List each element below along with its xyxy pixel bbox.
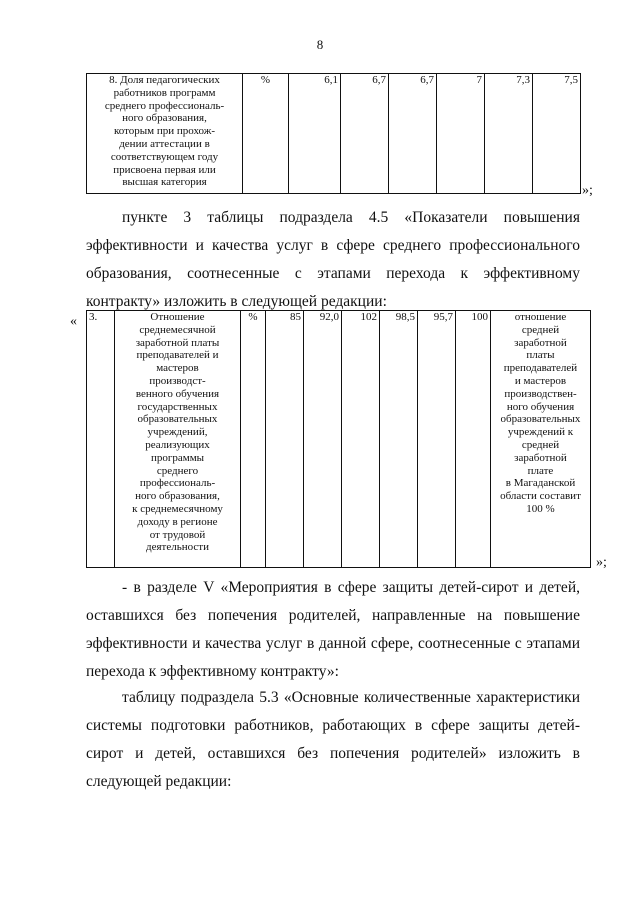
result-cell: отношение средней заработной платы преподавателей и мастеров производствен- ного обучения образовательных учреждений к средней заработной плате в Магаданской области составит 100 % xyxy=(491,311,591,568)
value-cell: 6,7 xyxy=(389,74,437,194)
indicator-table-1 xyxy=(86,73,581,194)
value-cell: 92,0 xyxy=(304,311,342,568)
value-cell: 102 xyxy=(342,311,380,568)
value-cell: 7,3 xyxy=(485,74,533,194)
value-cell: 6,1 xyxy=(289,74,341,194)
value-cell: 98,5 xyxy=(380,311,418,568)
table2-closing-quote: »; xyxy=(596,555,607,570)
indicator-table-2 xyxy=(86,310,591,568)
table-row xyxy=(87,74,581,194)
value-cell: 85 xyxy=(266,311,304,568)
indicator-name-cell: 8. Доля педагогических работников программ среднего профессиональ- ного образования, которым при прохож- дении аттестации в соответствующем году присвоена первая или высшая категория xyxy=(87,74,243,194)
value-cell: 95,7 xyxy=(418,311,456,568)
table-row xyxy=(87,311,591,568)
amendment-paragraph-2: - в разделе V «Мероприятия в сфере защиты детей-сирот и детей, оставшихся без попечения родителей, направленные на повышение эффективности и качества услуг в данной сфере, соотнесенные с этапами перехода к эффективному контракту»: xyxy=(86,579,580,680)
page-number: 8 xyxy=(316,37,324,52)
indicator-name-cell: Отношение среднемесячной заработной платы преподавателей и мастеров производст- венного обучения государственных образовательных учреждений, реализующих программы среднего профессиональ- ного образования, к среднемесячному доходу в регионе от трудовой деятельности xyxy=(115,311,241,568)
unit-cell: % xyxy=(243,74,289,194)
amendment-paragraph-3: таблицу подраздела 5.3 «Основные количественные характеристики системы подготовки работников, работающих в сфере защиты детей-сирот и детей, оставшихся без попечения родителей» изложить в следующей редакции: xyxy=(86,689,580,790)
value-cell: 7 xyxy=(437,74,485,194)
value-cell: 100 xyxy=(456,311,491,568)
table1-closing-quote: »; xyxy=(582,183,593,198)
unit-cell: % xyxy=(241,311,266,568)
table2-opening-quote: « xyxy=(70,314,77,329)
row-number-cell: 3. xyxy=(87,311,115,568)
amendment-paragraph-1: пункте 3 таблицы подраздела 4.5 «Показатели повышения эффективности и качества услуг в сфере среднего профессионального образования, соотнесенные с этапами перехода к эффективному контракту» изложить в следующей редакции: xyxy=(86,209,580,310)
value-cell: 7,5 xyxy=(533,74,581,194)
value-cell: 6,7 xyxy=(341,74,389,194)
